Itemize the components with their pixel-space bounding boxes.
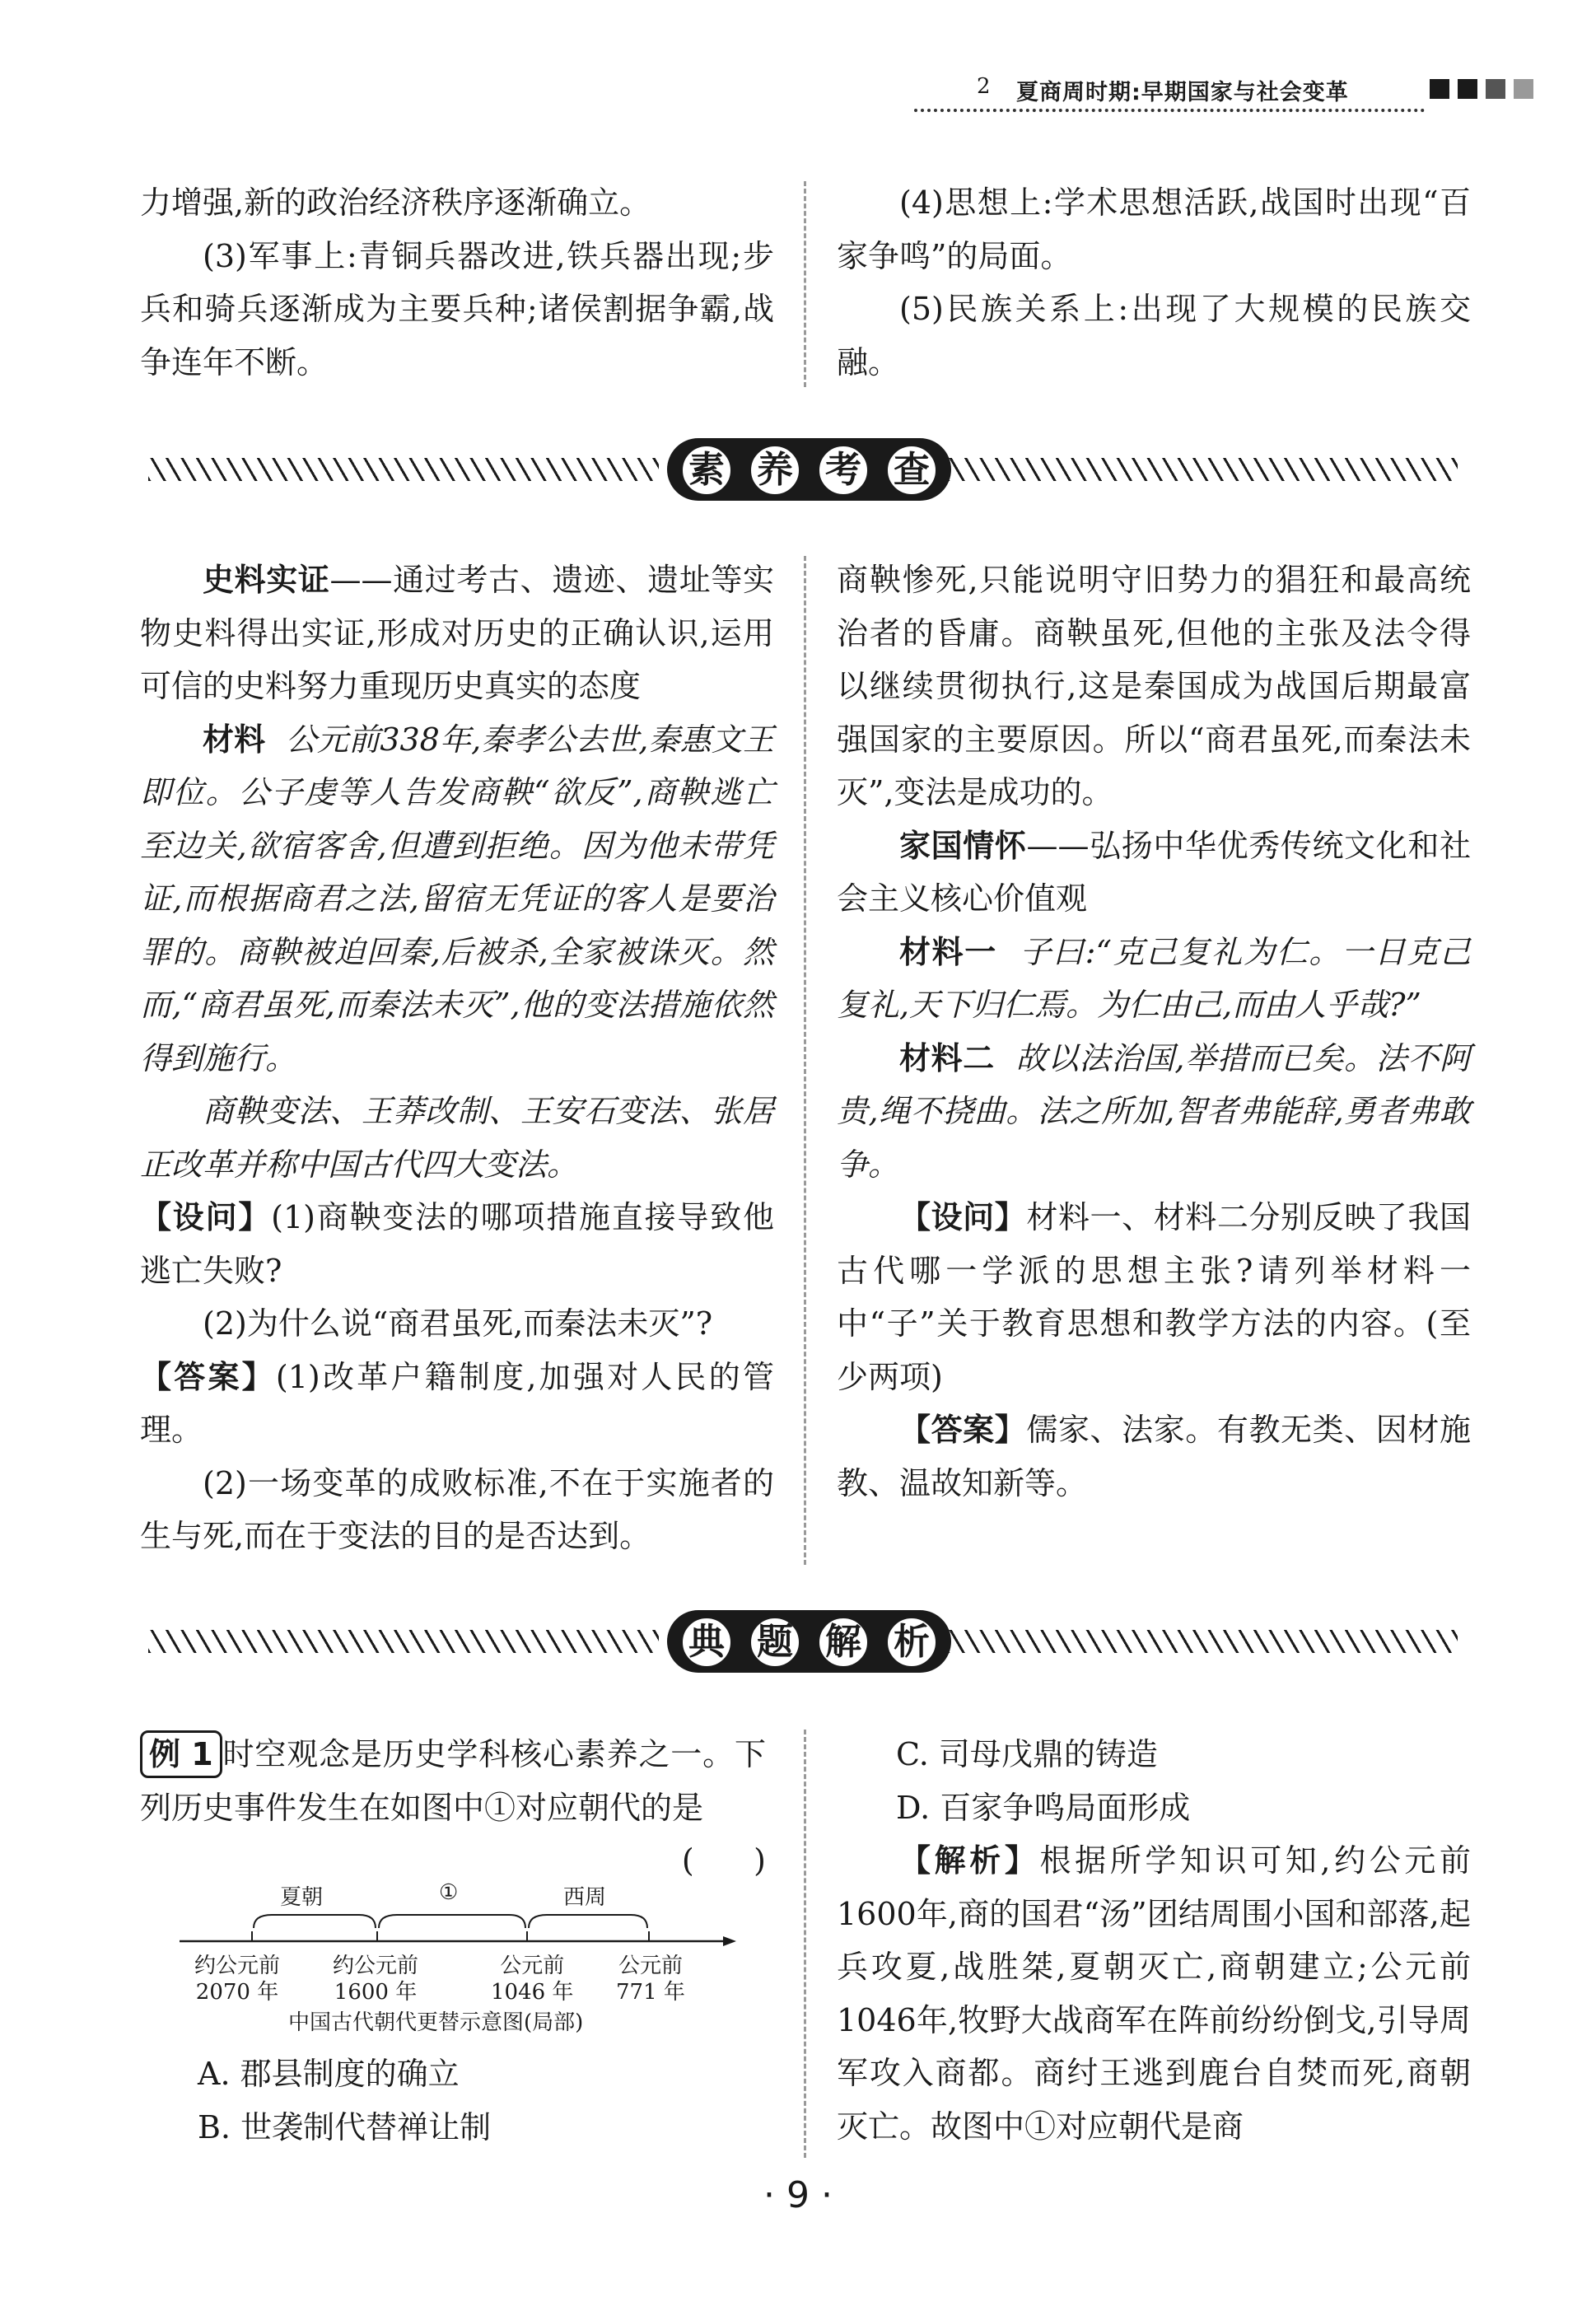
tick-label-line: 约公元前 [333,1954,419,1978]
tick-label [194,1953,280,2005]
material-label: 材料二 [899,1039,995,1076]
page-number: · 9 · [763,2174,833,2216]
option-a: A. 郡县制度的确立 [198,2056,460,2092]
section-banner-suyang-kaocha [148,438,1458,504]
section-banner-dianti-jiexi [148,1610,1458,1676]
header-square-icon [1514,79,1533,99]
period-label: 夏朝 [280,1885,324,1910]
header-dotted-rule [914,109,1425,112]
timeline-arrow-icon [723,1936,736,1946]
period-label: ① [439,1880,459,1905]
hatch-decoration [148,1630,659,1653]
answer-continuation: 商鞅惨死,只能说明守旧势力的猖狂和最高统治者的昏庸。商鞅虽死,但他的主张及法令得以继续贯彻执行,这是秦国成为战国后期最富强国家的主要原因。所以“商君虽死,而秦法未灭”,变法是成功的。 [837,562,1471,810]
banner-char: 素 [680,444,733,497]
banner-char: 考 [817,444,870,497]
tick-label-line: 公元前 [500,1954,565,1978]
dynasty-timeline [173,1874,749,2055]
banner-char: 典 [680,1616,733,1669]
header-square-icon [1458,79,1477,99]
running-header [914,69,1540,119]
banner-char: 养 [749,444,801,497]
period-brace-xizhou [529,1915,647,1928]
term-label: 家国情怀 [899,827,1027,864]
answer-text: (2)一场变革的成败标准,不在于实施者的生与死,而在于变法的目的是否达到。 [140,1464,774,1554]
hatch-decoration [947,458,1458,481]
material-text: 故以法治国,举措而已矣。法不阿贵,绳不挠曲。法之所加,智者弗能辞,勇者弗敢争。 [837,1039,1471,1183]
answer-text: 儒家、法家。有教无类、因材施教、温故知新等。 [837,1412,1471,1501]
tick-label-line: 1600 年 [334,1980,418,2005]
tick-label-line: 771 年 [616,1980,685,2005]
question-text: (1)商鞅变法的哪项措施直接导致他逃亡失败? [140,1199,774,1289]
section2-left-column [140,1728,766,1888]
tick-label-line: 2070 年 [195,1980,279,2005]
material-text: 子曰:“克己复礼为仁。一日克己复礼,天下归仁焉。为仁由己,而由人乎哉?” [837,933,1471,1023]
column-divider [804,181,806,387]
answer-blank: ( ) [681,1842,766,1879]
option-d: D. 百家争鸣局面形成 [896,1789,1191,1826]
period-brace-xia [254,1915,376,1928]
tick-label [616,1953,685,2005]
question-label: 【设问】 [899,1199,1027,1235]
hatch-decoration [947,1630,1458,1653]
top-right-column [837,176,1471,389]
banner-char: 题 [749,1616,801,1669]
banner-char: 解 [817,1616,870,1669]
question-label: 【设问】 [140,1199,272,1235]
tick-label [333,1953,418,2005]
banner-char: 查 [885,444,938,497]
example-tag: 例 1 [140,1730,222,1778]
tick-label [491,1953,573,2005]
tick-label-line: 约公元前 [194,1954,281,1978]
question-text: (2)为什么说“商君虽死,而秦法未灭”? [203,1305,713,1342]
header-square-icon [1430,79,1449,99]
section1-left-column [140,553,774,1563]
tick-label-line: 公元前 [618,1954,683,1978]
analysis-label: 【解析】 [899,1842,1040,1879]
paragraph: (5)民族关系上:出现了大规模的民族交融。 [837,291,1471,380]
paragraph: (4)思想上:学术思想活跃,战国时出现“百家争鸣”的局面。 [837,184,1471,274]
top-left-column [140,176,774,389]
section1-right-column [837,553,1471,1510]
tick-label-line: 1046 年 [491,1980,574,2005]
analysis-text: 根据所学知识可知,约公元前1600年,商的国君“汤”团结周围小国和部落,起兵攻夏,战胜桀,夏朝灭亡,商朝建立;公元前1046年,牧野大战商军在阵前纷纷倒戈,引导周军攻入商都。商纣王逃到鹿台自焚而死,商朝灭亡。故图中①对应朝代是商 [837,1842,1471,2145]
banner-char: 析 [885,1616,938,1669]
column-divider [804,556,806,1565]
period-label: 西周 [563,1885,607,1910]
material-label: 材料一 [899,933,997,970]
timeline-caption: 中国古代朝代更替示意图(局部) [288,2010,584,2035]
header-square-icon [1486,79,1505,99]
hatch-decoration [148,458,659,481]
answer-text: (1)改革户籍制度,加强对人民的管理。 [140,1358,774,1448]
question-text: 材料一、材料二分别反映了我国古代哪一学派的思想主张?请列举材料一中“子”关于教育思想和教学方法的内容。(至少两项) [837,1199,1471,1395]
material-text: 商鞅变法、王莽改制、王安石变法、张居正改革并称中国古代四大变法。 [140,1093,774,1183]
option-b: B. 世袭制代替禅让制 [198,2108,492,2145]
answer-label: 【答案】 [899,1412,1027,1448]
paragraph: (3)军事上:青铜兵器改进,铁兵器出现;步兵和骑兵逐渐成为主要兵种;诸侯割据争霸,战争连年不断。 [140,237,774,380]
example-question: 时空观念是历史学科核心素养之一。下列历史事件发生在如图中①对应朝代的是 [140,1736,766,1826]
term-description: ——弘扬中华优秀传统文化和社会主义核心价值观 [837,827,1471,917]
chapter-title: 夏商周时期:早期国家与社会变革 [1016,80,1349,105]
chapter-number: 2 [977,74,991,99]
answer-label: 【答案】 [140,1358,276,1395]
column-divider [804,1730,806,2158]
section2-right-column [837,1728,1471,2153]
material-text: 公元前338年,秦孝公去世,秦惠文王即位。公子虔等人告发商鞅“欲反”,商鞅逃亡至边关,欲宿客舍,但遭到拒绝。因为他未带凭证,而根据商君之法,留宿无凭证的客人是要治罪的。商鞅被迫回秦,后被杀,全家被诛灭。然而,“商君虽死,而秦法未灭”,他的变法措施依然得到施行。 [140,721,774,1076]
term-description: ——通过考古、遗迹、遗址等实物史料得出实证,形成对历史的正确认识,运用可信的史料努力重现历史真实的态度 [140,562,774,704]
material-label: 材料 [203,721,266,758]
term-label: 史料实证 [203,562,330,598]
period-brace-shang [379,1915,525,1928]
option-c: C. 司母戊鼎的铸造 [896,1736,1158,1772]
paragraph: 力增强,新的政治经济秩序逐渐确立。 [140,184,651,221]
options-left [198,2047,774,2154]
